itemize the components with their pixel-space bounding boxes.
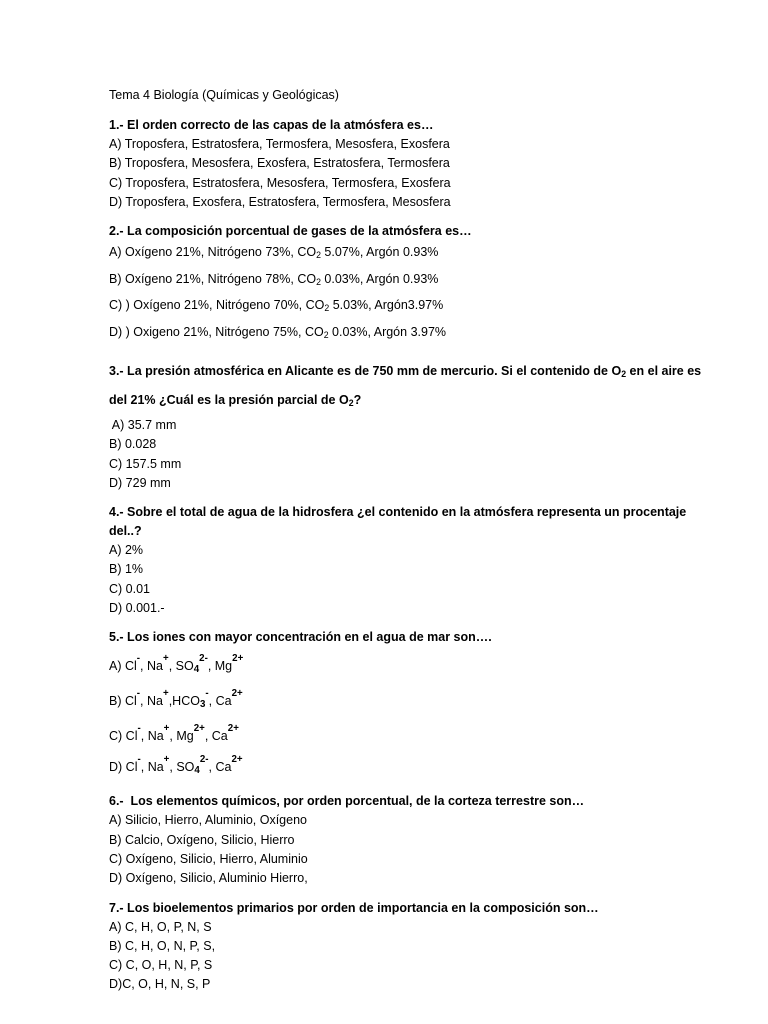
- question-3-option-b: B) 0.028: [109, 437, 157, 452]
- document-page: [109, 86, 709, 1005]
- question-7-option-c: C) C, O, H, N, P, S: [109, 958, 213, 973]
- question-4-option-c: C) 0.01: [109, 581, 150, 596]
- question-5-option-d: D) Cl-, Na+, $SO_4^{2-}$, $Ca^{2+}$: [109, 753, 243, 776]
- document-title: Tema 4 Biología (Químicas y Geológicas): [109, 88, 339, 102]
- question-5: [109, 628, 709, 782]
- question-5-option-c: C) Cl-, Na+, $Mg^{2+}$, $Ca^{2+}$: [109, 722, 239, 743]
- question-1-option-c: C) Troposfera, Estratosfera, Mesosfera, Termosfera, Exosfera: [109, 175, 451, 190]
- question-6-stem: 6.- Los elementos químicos, por orden porcentual, de la corteza terrestre son…: [109, 794, 585, 809]
- question-3-option-d: D) 729 mm: [109, 475, 171, 490]
- question-2: [109, 222, 709, 347]
- co2-formula: $CO_2$: [305, 298, 330, 314]
- question-2-option-c: C) ) Oxígeno 21%, Nitrógeno 70%, $CO_2$ 5.03%, Argón3.97%: [109, 298, 444, 314]
- co2-formula: $CO_2$: [304, 324, 329, 341]
- question-3-stem: 3.- La presión atmosférica en Alicante es de 750 mm de mercurio. Si el contenido de $O_2$ en el aire es del 21% ¿Cuál es la presión parcial de $O_2$?: [109, 363, 702, 408]
- question-5-stem: 5.- Los iones con mayor concentración en el agua de mar son….: [109, 630, 492, 645]
- question-7-option-a: A) C, H, O, P, N, S: [109, 919, 212, 934]
- question-4-stem: 4.- Sobre el total de agua de la hidrosfera ¿el contenido en la atmósfera representa un procentaje del..?: [109, 505, 687, 539]
- question-2-option-d: D) ) Oxigeno 21%, Nitrógeno 75%, $CO_2$ 0.03%, Argón 3.97%: [109, 324, 447, 341]
- question-1: [109, 116, 709, 212]
- question-3-option-a: A) 35.7 mm: [109, 417, 177, 432]
- question-4-option-a: A) 2%: [109, 543, 144, 558]
- question-4-option-b: B) 1%: [109, 562, 144, 577]
- question-7: [109, 899, 709, 995]
- question-7-option-d: D)C, O, H, N, S, P: [109, 977, 211, 992]
- question-6-option-b: B) Calcio, Oxígeno, Silicio, Hierro: [109, 832, 295, 847]
- question-1-option-a: A) Troposfera, Estratosfera, Termosfera, Mesosfera, Exosfera: [109, 137, 450, 151]
- question-2-option-a: A) Oxígeno 21%, Nitrógeno 73%, $CO_2$ 5.07%, Argón 0.93%: [109, 245, 439, 261]
- question-5-option-a: A) Cl-, Na+, $SO_4^{2-}$, $Mg^{2+}$: [109, 653, 244, 676]
- question-7-stem: 7.- Los bioelementos primarios por orden de importancia en la composición son…: [109, 900, 599, 915]
- question-3: [109, 358, 709, 494]
- question-5-option-b: B) Cl-, $Na^+,HCO_3^-$, $Ca^{2+}$: [109, 687, 243, 711]
- question-3-option-c: C) 157.5 mm: [109, 456, 182, 471]
- question-7-option-b: B) C, H, O, N, P, S,: [109, 938, 216, 953]
- question-1-stem: 1.- El orden correcto de las capas de la atmósfera es…: [109, 118, 434, 132]
- question-2-stem: 2.- La composición porcentual de gases de la atmósfera es…: [109, 224, 472, 239]
- question-1-option-b: B) Troposfera, Mesosfera, Exosfera, Estratosfera, Termosfera: [109, 156, 450, 171]
- question-6-option-a: A) Silicio, Hierro, Aluminio, Oxígeno: [109, 813, 307, 828]
- co2-formula: $CO_2$: [297, 245, 321, 261]
- question-2-option-b: B) Oxígeno 21%, Nitrógeno 78%, $CO_2$ 0.03%, Argón 0.93%: [109, 271, 439, 287]
- question-6: [109, 792, 709, 888]
- question-6-option-d: D) Oxígeno, Silicio, Aluminio Hierro,: [109, 871, 308, 886]
- co2-formula: $CO_2$: [297, 271, 321, 287]
- question-4: [109, 503, 709, 618]
- question-4-option-d: D) 0.001.-: [109, 601, 165, 616]
- question-1-option-d: D) Troposfera, Exosfera, Estratosfera, Termosfera, Mesosfera: [109, 194, 451, 209]
- question-6-option-c: C) Oxígeno, Silicio, Hierro, Aluminio: [109, 851, 308, 866]
